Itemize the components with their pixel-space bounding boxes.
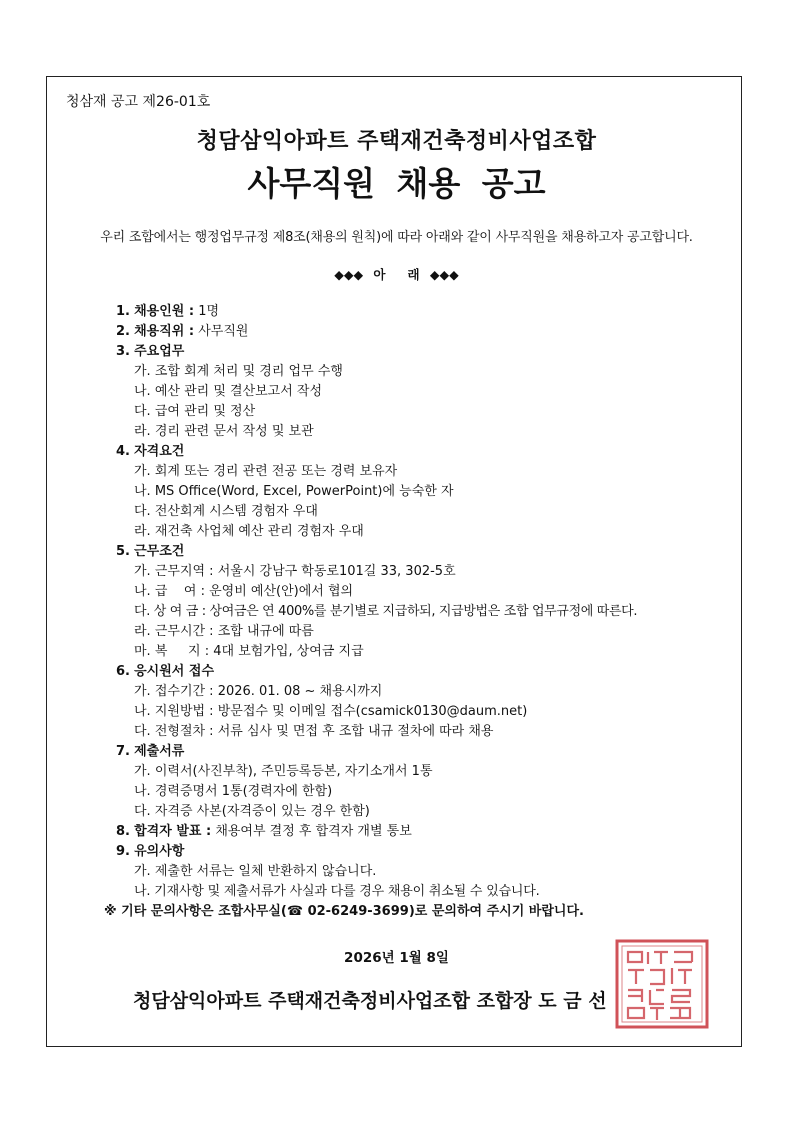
section-title: 유의사항 [134, 844, 185, 859]
contact-note: ※ 기타 문의사항은 조합사무실(☎ 02-6249-3699)로 문의하여 주시기 바랍니다. [104, 904, 584, 919]
list-item: 가. 이력서(사진부착), 주민등록등본, 자기소개서 1통 [134, 764, 433, 779]
section-title: 근무조건 [134, 544, 185, 559]
list-item: 라. 경리 관련 문서 작성 및 보관 [134, 424, 314, 439]
list-item: 가. 근무지역 : 서울시 강남구 학동로101길 33, 302-5호 [134, 564, 456, 579]
signature-line: 청담삼익아파트 주택재건축정비사업조합 조합장 도 금 선 [133, 990, 607, 1012]
section-title: 합격자 발표 : [134, 824, 212, 839]
section-result-announcement [116, 822, 726, 842]
section-value: 1명 [198, 304, 220, 319]
section-title: 채용인원 : [134, 304, 195, 319]
section-title: 자격요건 [134, 444, 185, 459]
section-number: 1. [116, 304, 130, 319]
notice-number: 청삼재 공고 제26-01호 [66, 94, 211, 110]
list-item: 다. 전형절차 : 서류 심사 및 면접 후 조합 내규 절차에 따라 채용 [134, 724, 494, 739]
below-heading [0, 265, 793, 283]
section-number: 2. [116, 324, 130, 339]
below-heading-left: ◆◆◆ 아 [334, 267, 386, 282]
list-item: 나. 기재사항 및 제출서류가 사실과 다를 경우 채용이 취소될 수 있습니다. [134, 884, 540, 899]
section-application [116, 662, 726, 682]
list-item: 나. MS Office(Word, Excel, PowerPoint)에 능숙한 자 [134, 484, 454, 499]
organization-title: 청담삼익아파트 주택재건축정비사업조합 [196, 129, 597, 154]
section-documents [116, 742, 726, 762]
section-recruit-count [116, 302, 726, 322]
list-item: 라. 재건축 사업체 예산 관리 경험자 우대 [134, 524, 364, 539]
list-item: 가. 제출한 서류는 일체 반환하지 않습니다. [134, 864, 377, 879]
list-item: 나. 급 여 : 운영비 예산(안)에서 협의 [134, 584, 354, 599]
section-title: 주요업무 [134, 344, 185, 359]
section-number: 9. [116, 844, 130, 859]
official-seal-icon [614, 938, 710, 1030]
page-title: 사무직원 채용 공고 [247, 164, 546, 203]
section-number: 7. [116, 744, 130, 759]
intro-paragraph: 우리 조합에서는 행정업무규정 제8조(채용의 원칙)에 따라 아래와 같이 사무직원을 채용하고자 공고합니다. [100, 230, 693, 245]
section-number: 8. [116, 824, 130, 839]
section-main-duties [116, 342, 726, 362]
section-title: 제출서류 [134, 744, 185, 759]
section-value: 사무직원 [198, 324, 249, 339]
section-number: 5. [116, 544, 130, 559]
announcement-date: 2026년 1월 8일 [344, 950, 449, 966]
list-item: 가. 조합 회계 처리 및 경리 업무 수행 [134, 364, 343, 379]
list-item: 다. 급여 관리 및 정산 [134, 404, 256, 419]
list-item: 다. 자격증 사본(자격증이 있는 경우 한함) [134, 804, 370, 819]
section-number: 4. [116, 444, 130, 459]
section-qualifications [116, 442, 726, 462]
section-value: 채용여부 결정 후 합격자 개별 통보 [215, 824, 412, 839]
list-item: 가. 회계 또는 경리 관련 전공 또는 경력 보유자 [134, 464, 398, 479]
section-number: 3. [116, 344, 130, 359]
section-notes [116, 842, 726, 862]
section-work-conditions [116, 542, 726, 562]
section-title: 응시원서 접수 [134, 664, 214, 679]
section-number: 6. [116, 664, 130, 679]
below-heading-right: 래 ◆◆◆ [407, 267, 459, 282]
list-item: 나. 경력증명서 1통(경력자에 한함) [134, 784, 333, 799]
list-item: 마. 복 지 : 4대 보험가입, 상여금 지급 [134, 644, 364, 659]
list-item: 라. 근무시간 : 조합 내규에 따름 [134, 624, 314, 639]
section-title: 채용직위 : [134, 324, 195, 339]
list-item: 나. 예산 관리 및 결산보고서 작성 [134, 384, 323, 399]
announcement-body [104, 302, 726, 922]
list-item: 가. 접수기간 : 2026. 01. 08 ~ 채용시까지 [134, 684, 383, 699]
list-item: 나. 지원방법 : 방문접수 및 이메일 접수(csamick0130@daum.net) [134, 704, 528, 719]
section-position [116, 322, 726, 342]
list-item: 다. 상 여 금 : 상여금은 연 400%를 분기별로 지급하되, 지급방법은 조합 업무규정에 따른다. [134, 604, 638, 619]
list-item: 다. 전산회계 시스템 경험자 우대 [134, 504, 318, 519]
